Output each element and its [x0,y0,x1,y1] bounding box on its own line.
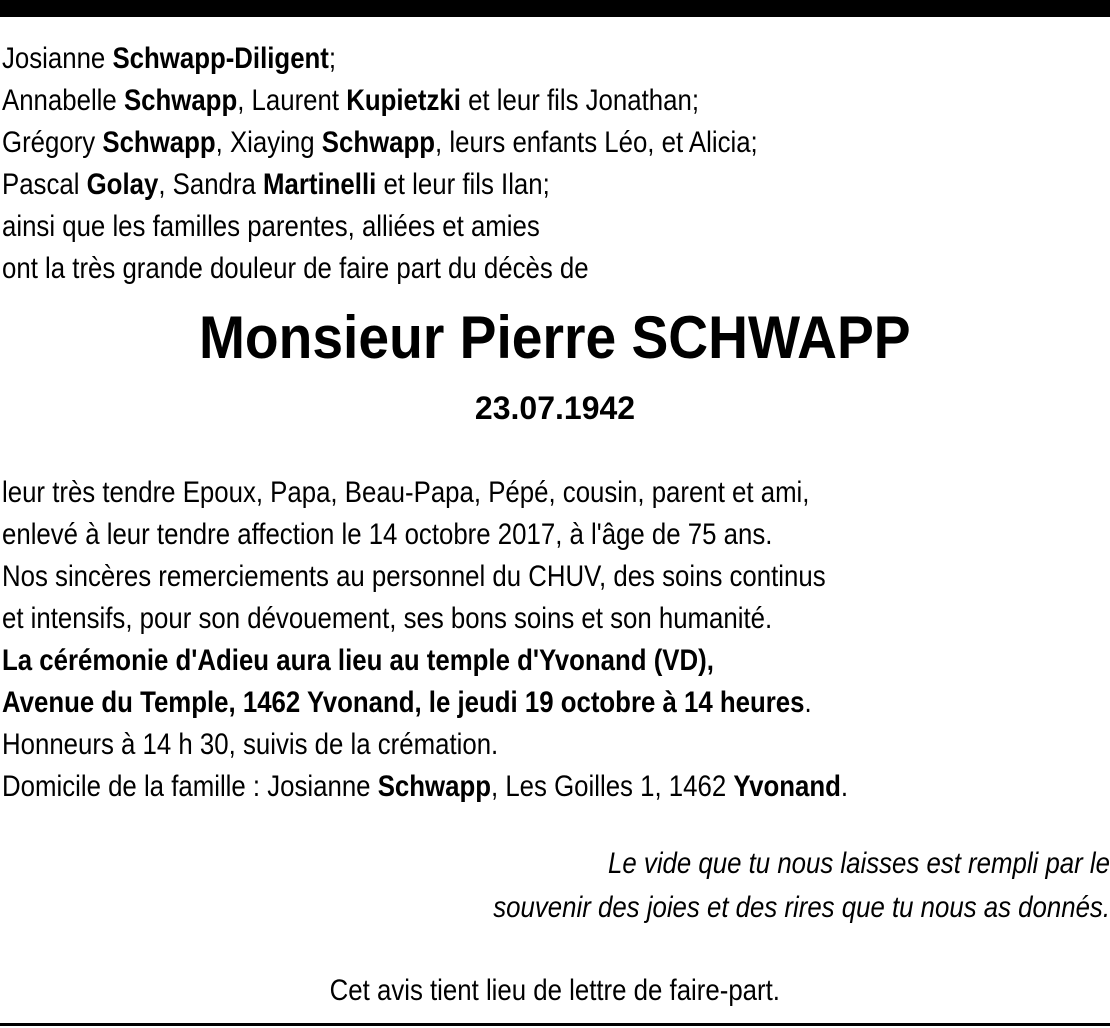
family-line-1 [2,38,952,80]
birth-date: 23.07.1942 [474,390,636,426]
announcement-body [2,472,952,808]
memorial-quote [210,842,1110,930]
family-line-5: ainsi que les familles parentes, alliées et amies [2,210,540,243]
ceremony-line-2 [2,682,952,724]
deceased-name [0,298,1110,378]
given-name: , Laurent [237,84,347,117]
punctuation: . [804,686,812,719]
address-text: , Les Goilles 1, 1462 [490,770,734,803]
given-name: Grégory [2,126,103,159]
top-rule [0,0,1110,17]
surname: Schwapp-Diligent [112,42,329,75]
surname: Schwapp [123,84,238,117]
ceremony-address: Avenue du Temple, 1462 Yvonand, le jeudi 19 octobre à 14 heures [2,686,805,719]
family-line-4 [2,164,952,206]
punctuation: ; [328,42,337,75]
given-name: Annabelle [2,84,124,117]
surname: Golay [86,168,159,201]
body-line-2: enlevé à leur tendre affection le 14 octobre 2017, à l'âge de 75 ans. [2,518,773,551]
body-line-1: leur très tendre Epoux, Papa, Beau-Papa, Pépé, cousin, parent et ami, [2,476,810,509]
surname: Martinelli [263,168,377,201]
family-line-6: ont la très grande douleur de faire part du décès de [2,252,589,285]
surname: Schwapp [321,126,436,159]
town: Yvonand [733,770,841,803]
family-intro [2,38,952,290]
family-text: et leur fils Ilan; [376,168,550,201]
quote-line-1: Le vide que tu nous laisses est rempli par le [608,847,1110,880]
family-line-2 [2,80,952,122]
family-text: , leurs enfants Léo, et Alicia; [435,126,758,159]
given-name: , Sandra [158,168,264,201]
given-name: Josianne [2,42,113,75]
closing-note-text: Cet avis tient lieu de lettre de faire-part. [329,974,781,1007]
address-text: Domicile de la famille : Josianne [2,770,378,803]
honours-line: Honneurs à 14 h 30, suivis de la crémation. [2,728,499,761]
body-line-3: Nos sincères remerciements au personnel du CHUV, des soins continus [2,560,826,593]
given-name: Pascal [2,168,87,201]
closing-note [0,970,1110,1012]
quote-line-2: souvenir des joies et des rires que tu nous as donnés. [493,891,1110,924]
surname: Kupietzki [346,84,461,117]
family-line-3 [2,122,952,164]
ceremony-line-1: La cérémonie d'Adieu aura lieu au temple d'Yvonand (VD), [2,644,714,677]
body-line-4: et intensifs, pour son dévouement, ses bons soins et son humanité. [2,602,773,635]
bottom-rule [0,1023,1110,1026]
punctuation: . [840,770,849,803]
surname: Schwapp [102,126,216,159]
family-text: et leur fils Jonathan; [460,84,699,117]
surname: Schwapp [377,770,491,803]
deceased-name-text: Monsieur Pierre SCHWAPP [199,304,911,371]
given-name: , Xiaying [215,126,322,159]
family-address-line [2,766,952,808]
